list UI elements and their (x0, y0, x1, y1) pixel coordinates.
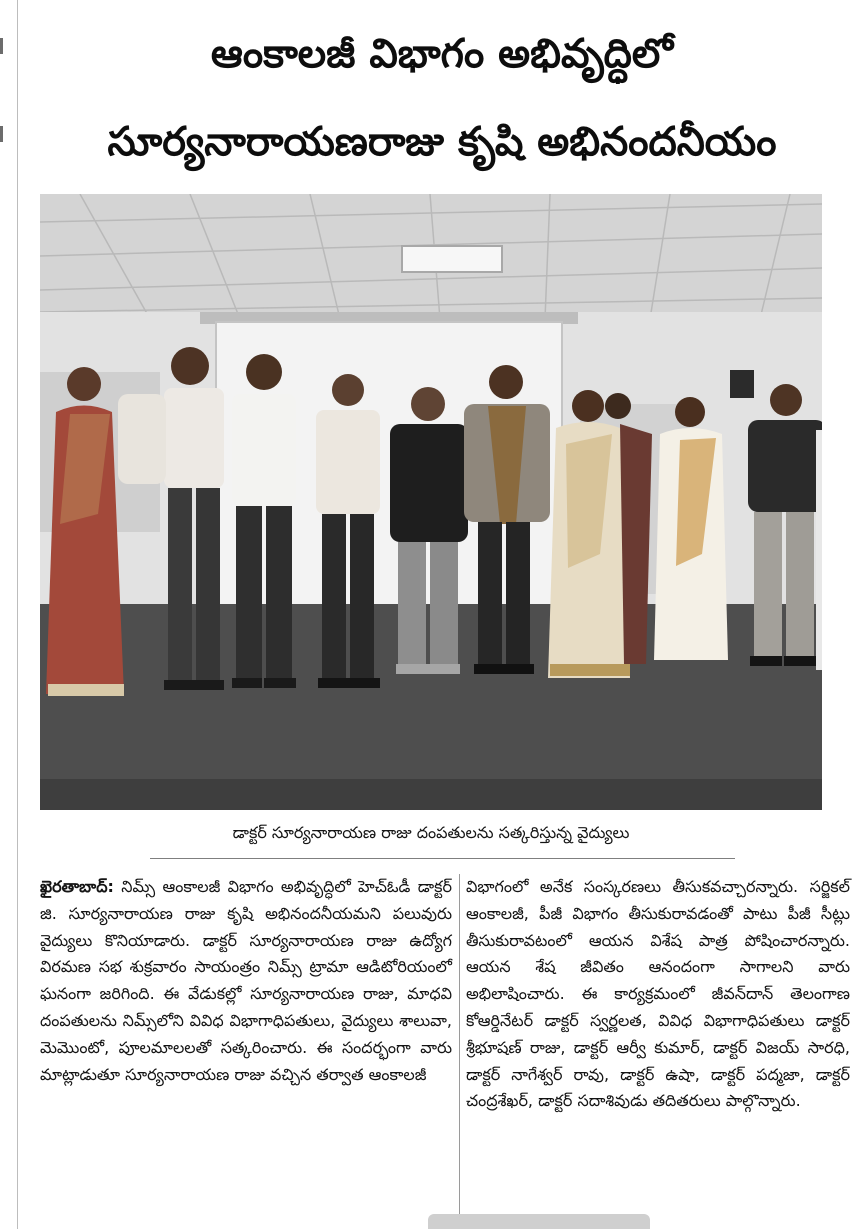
headline-line-1: ఆంకాలజీ విభాగం అభివృద్ధిలో (210, 31, 674, 77)
person-11 (816, 430, 822, 670)
article-column-right (466, 874, 850, 1115)
column-divider (459, 874, 460, 1219)
edge-marker (0, 38, 3, 54)
floor-shadow (40, 779, 822, 810)
person-9 (654, 397, 728, 660)
person-7 (548, 390, 630, 678)
event-photo-illustration (40, 194, 822, 810)
article-body-left: నిమ్స్ ఆంకాలజీ విభాగం అభివృద్ధిలో హెచ్ఓడీ డాక్టర్ జి. సూర్యనారాయణ రాజు కృషి అభినందనీయమని పలువురు వైద్యులు కొనియాడారు. డాక్టర్ సూర్యనారాయణ రాజు ఉద్యోగ విరమణ సభ శుక్రవారం సాయంత్రం నిమ్స్ ట్రామా ఆడిటోరియంలో ఘనంగా జరిగింది. ఈ వేడుకల్లో సూర్యనారాయణ రాజు, మాధవి దంపతులను నిమ్స్‌లోని వివిధ విభాగాధిపతులు, వైద్యులు శాలువా, మెమొంటో, పూలమాలలతో సత్కరించారు. ఈ సందర్భంగా వారు మాట్లాడుతూ సూర్యనారాయణ రాజు వచ్చిన తర్వాత ఆంకాలజీ (40, 877, 452, 1084)
photo-caption: డాక్టర్ సూర్యనారాయణ రాజు దంపతులను సత్కరిస్తున్న వైద్యులు (232, 823, 630, 842)
headline-line-2: సూర్యనారాయణరాజు కృషి అభినందనీయం (107, 119, 777, 165)
caption-divider (150, 858, 735, 859)
ceiling-light (402, 246, 502, 272)
article-column-left (40, 874, 452, 1088)
page-margin-rule (17, 0, 18, 1229)
news-photo (40, 194, 822, 810)
article-body-right: విభాగంలో అనేక సంస్కరణలు తీసుకవచ్చారన్నారు. సర్జికల్ ఆంకాలజీ, పీజీ విభాగం తీసుకురావడంతో పాటు పీజీ సీట్లు తీసుకురావటంలో ఆయన విశేష పాత్ర పోషించారన్నారు. ఆయన శేష జీవితం ఆనందంగా సాగాలని వారు అభిలాషించారు. ఈ కార్యక్రమంలో జీవన్‌దాన్ తెలంగాణ కోఆర్డినేటర్ డాక్టర్ స్వర్ణలత, వివిధ విభాగాధిపతులు డాక్టర్ శ్రీభూషణ్ రాజు, డాక్టర్ ఆర్వీ కుమార్, డాక్టర్ విజయ్ సారధి, డాక్టర్ నాగేశ్వర్ రావు, డాక్టర్ ఉషా, డాక్టర్ పద్మజా, డాక్టర్ చంద్రశేఖర్, డాక్టర్ సదాశివుడు తదితరులు పాల్గొన్నారు. (466, 877, 850, 1111)
bottom-scroll-handle[interactable] (428, 1214, 650, 1229)
wall-clock (730, 370, 754, 398)
dateline: ఖైరతాబాద్: (40, 877, 114, 896)
edge-marker (0, 126, 3, 142)
